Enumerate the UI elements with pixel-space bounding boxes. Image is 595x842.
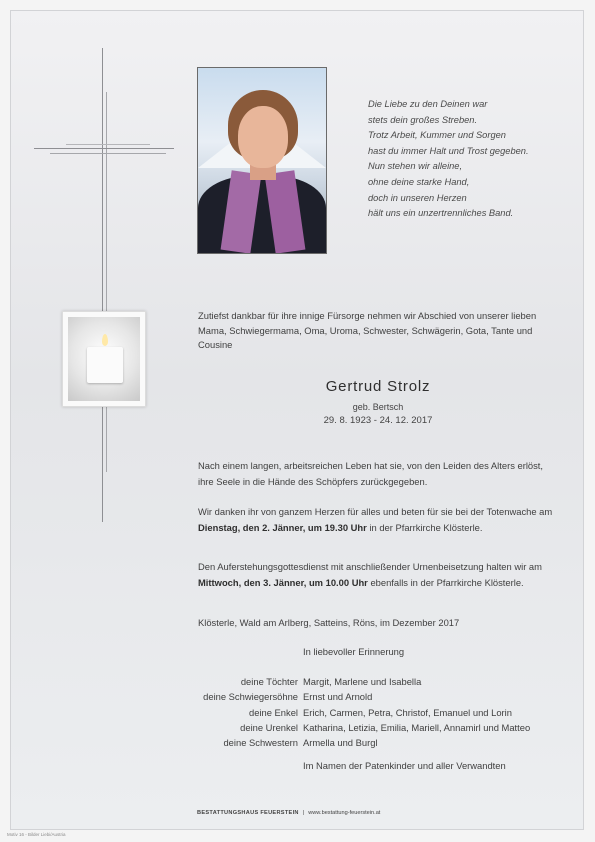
maiden-name: geb. Bertsch (352, 402, 404, 412)
passing-text: Nach einem langen, arbeitsreichen Leben hat sie, von den Leiden des Alters erlöst, ihre Seele in die Hände des Schöpfers zurückgegeben. (198, 460, 544, 487)
poem-line: stets dein großes Streben. (368, 114, 478, 125)
funeral-home-url[interactable]: www.bestattung-feuerstein.at (308, 810, 381, 816)
poem-line: Trotz Arbeit, Kummer und Sorgen (368, 130, 506, 141)
poem-line: Nun stehen wir alleine, (368, 161, 463, 172)
service-datetime: Mittwoch, den 3. Jänner, um 10.00 Uhr (198, 576, 368, 588)
life-dates: 29. 8. 1923 - 24. 12. 2017 (323, 415, 433, 426)
portrait-photo (197, 67, 327, 254)
closing-line: Im Namen der Patenkinder und aller Verwandten (303, 760, 506, 771)
poem-line: hast du immer Halt und Trost gegeben. (368, 145, 529, 156)
funeral-home-name: BESTATTUNGSHAUS FEUERSTEIN (197, 810, 299, 816)
family-relation: deine Schwiegersöhne (203, 691, 298, 703)
footer (197, 810, 380, 816)
wake-datetime: Dienstag, den 2. Jänner, um 19.30 Uhr (198, 521, 367, 533)
family-relations (150, 674, 298, 750)
poem (368, 97, 568, 222)
family-relation: deine Töchter (240, 676, 298, 687)
family-relation: deine Schwestern (223, 737, 298, 749)
flame-icon (102, 334, 108, 346)
intro-text: Zutiefst dankbar für ihre innige Fürsorge nehmen wir Abschied von unserer lieben Mama, Schwiegermama, Oma, Uroma, Schwester, Schwägerin, Gota, Tante und Cousine (198, 310, 537, 351)
family-name-list: Ernst und Arnold (303, 691, 373, 703)
service-text: Den Auferstehungsgottesdienst mit anschließender Urnenbeisetzung halten wir am Mittwoch, den 3. Jänner, um 10.00 Uhr ebenfalls in der Pfarrkirche Klösterle. (198, 561, 542, 588)
place-date: Klösterle, Wald am Arlberg, Satteins, Röns, im Dezember 2017 (198, 617, 460, 628)
family-name-list: Margit, Marlene und Isabella (303, 676, 422, 687)
footer-separator: | (302, 810, 305, 816)
family-name-list: Armella und Burgl (303, 737, 378, 749)
poem-line: ohne deine starke Hand, (368, 176, 470, 187)
family-relation: deine Enkel (249, 706, 298, 718)
poem-line: doch in unseren Herzen (368, 192, 467, 203)
family-names (303, 674, 563, 750)
poem-line: Die Liebe zu den Deinen war (368, 99, 488, 109)
family-relation: deine Urenkel (240, 721, 298, 733)
poem-line: hält uns ein unzertrennliches Band. (368, 208, 514, 219)
image-credit: Motiv 16 - Bilder Liebi/Austria (7, 832, 66, 837)
family-name-list: Erich, Carmen, Petra, Christof, Emanuel und Lorin (303, 706, 512, 718)
remembrance-line: In liebevoller Erinnerung (303, 646, 405, 657)
candle-image (62, 311, 146, 407)
wake-text: Wir danken ihr von ganzem Herzen für alles und beten für sie bei der Totenwache am Dienstag, den 2. Jänner, um 19.30 Uhr in der Pfarrkirche Klösterle. (198, 506, 553, 533)
deceased-name: Gertrud Strolz (325, 378, 431, 395)
family-name-list: Katharina, Letizia, Emilia, Mariell, Annamirl und Matteo (303, 721, 531, 733)
